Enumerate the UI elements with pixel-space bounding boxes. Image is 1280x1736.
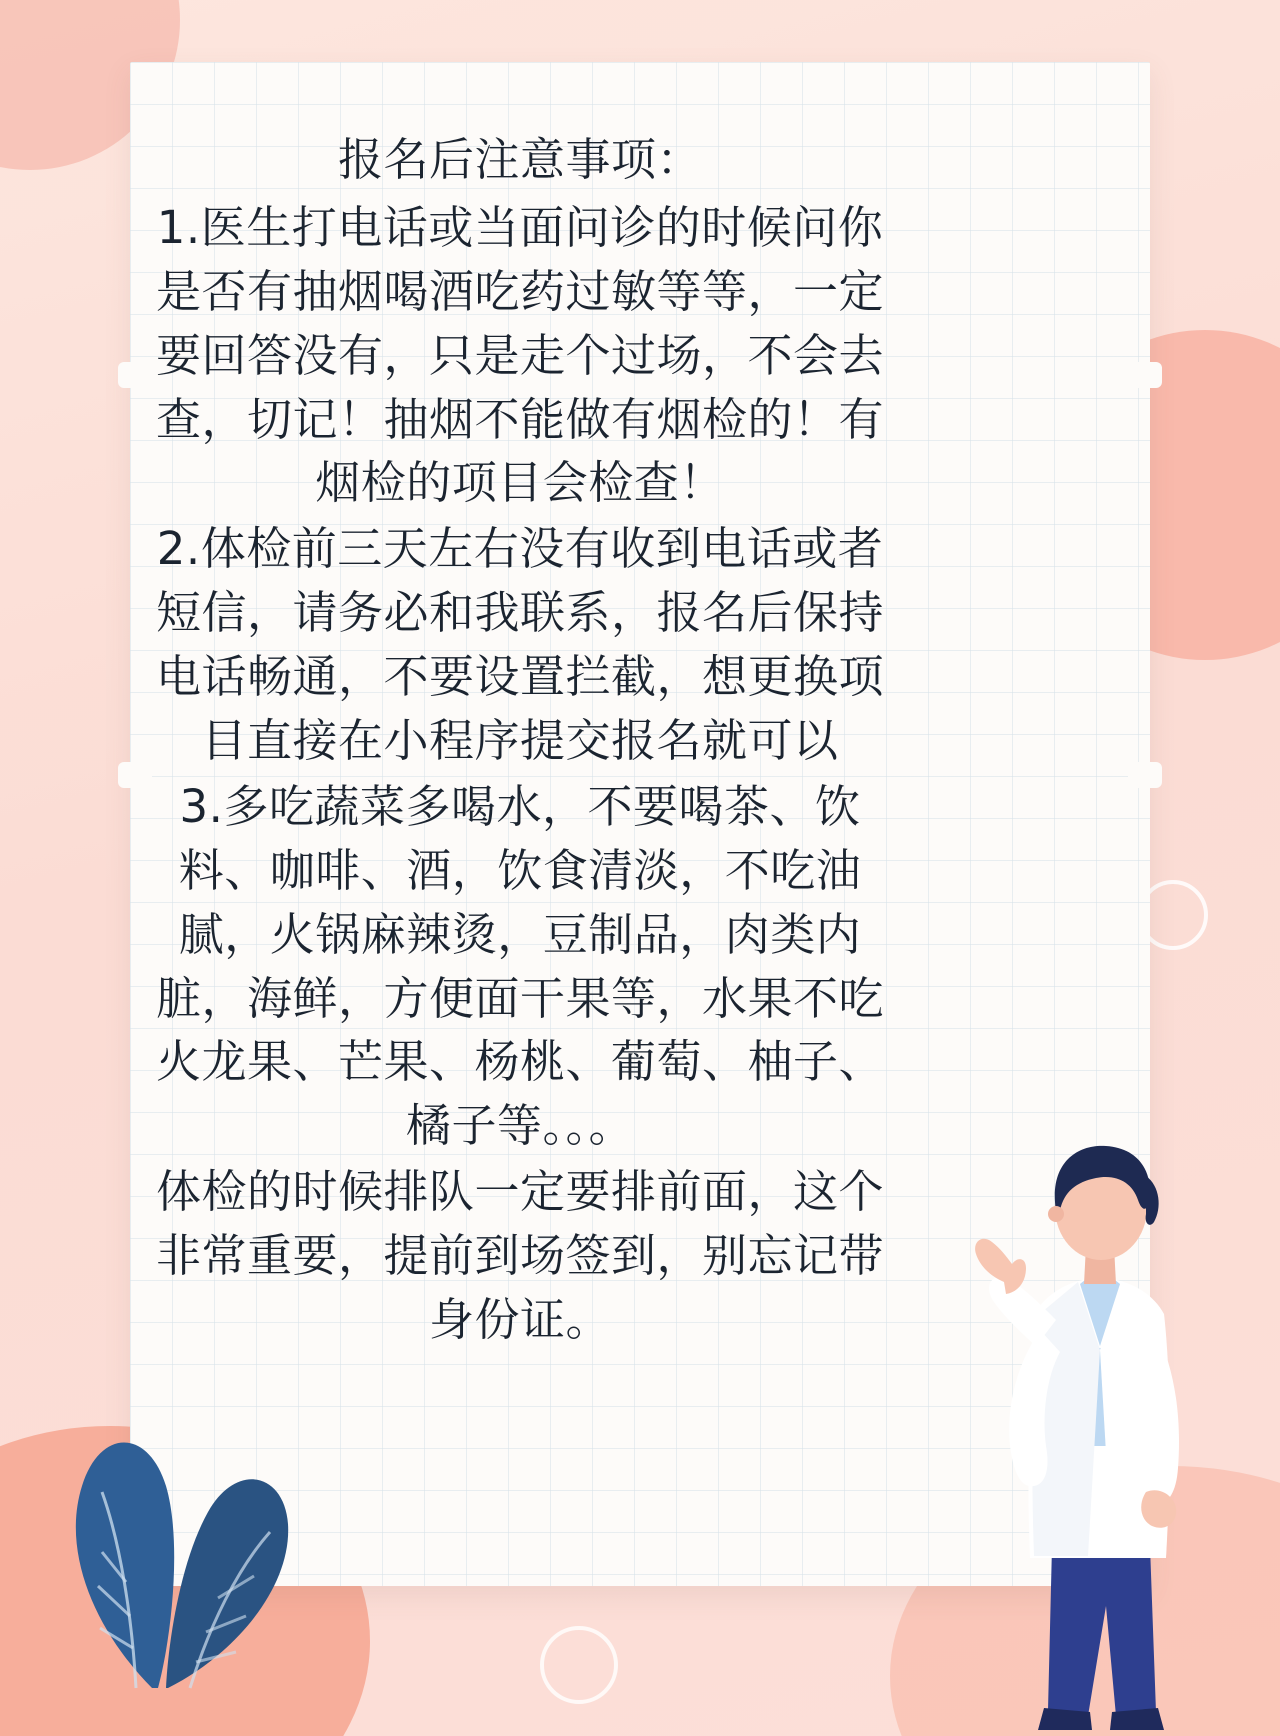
notice-paragraph-4: 体检的时候排队一定要排前面，这个非常重要，提前到场签到，别忘记带身份证。	[155, 1165, 884, 1347]
notice-title: 报名后注意事项：	[337, 133, 702, 186]
card-notch-right-bottom	[1128, 762, 1162, 788]
notice-paragraph-1: 1.医生打电话或当面问诊的时候问你是否有抽烟喝酒吃药过敏等等，一定要回答没有，只是走个过场，不会去查，切记！抽烟不能做有烟检的！有烟检的项目会检查！	[155, 200, 884, 510]
notice-paragraph-3: 3.多吃蔬菜多喝水，不要喝茶、饮料、咖啡、酒，饮食清淡，不吃油腻，火锅麻辣烫，豆制品，肉类内脏，海鲜，方便面干果等，水果不吃火龙果、芒果、杨桃、葡萄、柚子、橘子等。。。	[155, 779, 884, 1153]
notice-text-block	[150, 128, 890, 1354]
card-notch-right-top	[1128, 362, 1162, 388]
decor-ring-bottom	[540, 1626, 618, 1704]
notice-paragraph-2: 2.体检前三天左右没有收到电话或者短信，请务必和我联系，报名后保持电话畅通，不要设置拦截，想更换项目直接在小程序提交报名就可以	[155, 522, 884, 768]
card-notch-left-top	[118, 362, 152, 388]
card-notch-left-bottom	[118, 762, 152, 788]
